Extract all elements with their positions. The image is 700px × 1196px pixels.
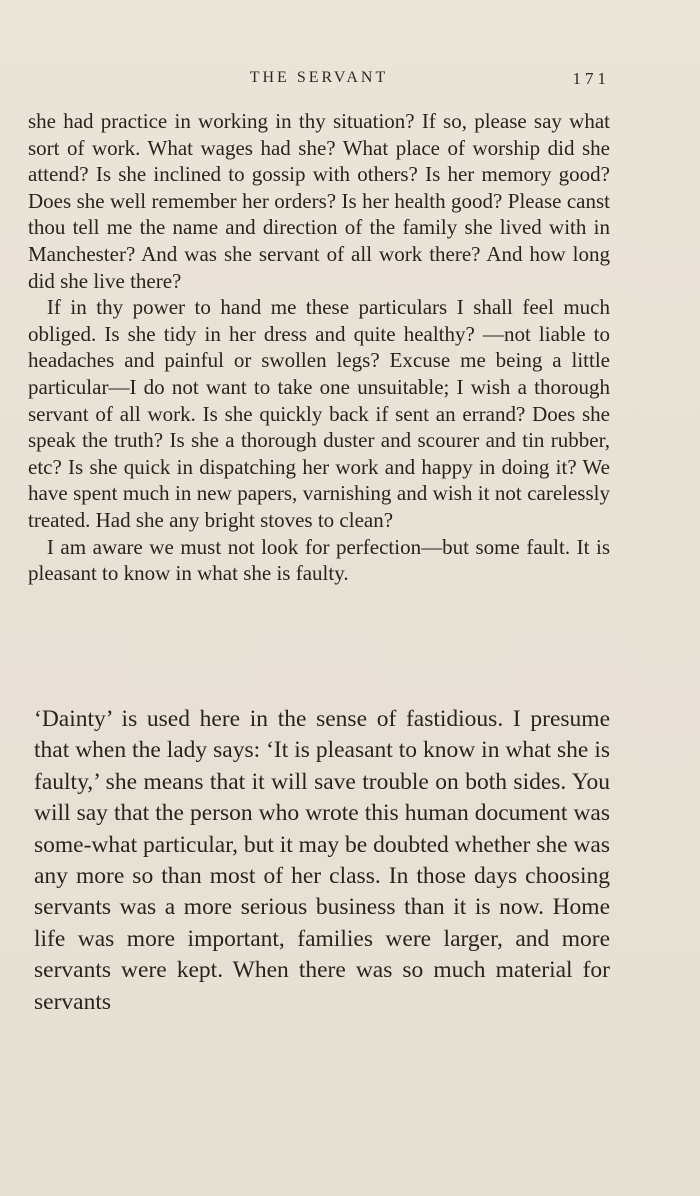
- letter-paragraph-1: she had practice in working in thy situation? If so, please say what sort of work. What wages had she? What place of worship did she attend? Is she inclined to gossip with others? Is her memory good? Does she well remember her orders? Is her health good? Please canst thou tell me the name and direction of the family she lived with in Manchester? And was she servant of all work there? And how long did she live there?: [28, 109, 610, 293]
- commentary-paragraph: ‘Dainty’ is used here in the sense of fastidious. I presume that when the lady says: ‘It is pleasant to know in what she is faulty,’ she means that it will save trouble on both sides. You will say that the person who wrote this human document was some-what particular, but it may be doubted whether she was any more so than most of her class. In those days choosing servants was a more serious business than it is now. Home life was more important, families were larger, and more servants were kept. When there was so much material for servants: [34, 706, 610, 1015]
- quoted-letter: [28, 108, 610, 587]
- commentary: [34, 704, 610, 1018]
- page-number: 171: [572, 69, 610, 88]
- letter-paragraph-2: If in thy power to hand me these particulars I shall feel much obliged. Is she tidy in her dress and quite healthy? —not liable to headaches and painful or swollen legs? Excuse me being a little particular—I do not want to take one unsuitable; I wish a thorough servant of all work. Is she quickly back if sent an errand? Does she speak the truth? Is she a thorough duster and scourer and tin rubber, etc? Is she quick in dispatching her work and happy in doing it? We have spent much in new papers, varnishing and wish it not carelessly treated. Had she any bright stoves to clean?: [28, 295, 610, 532]
- running-head: [28, 69, 610, 93]
- letter-paragraph-3: I am aware we must not look for perfection—but some fault. It is pleasant to know in what she is faulty.: [28, 534, 610, 586]
- running-title: THE SERVANT: [249, 69, 389, 86]
